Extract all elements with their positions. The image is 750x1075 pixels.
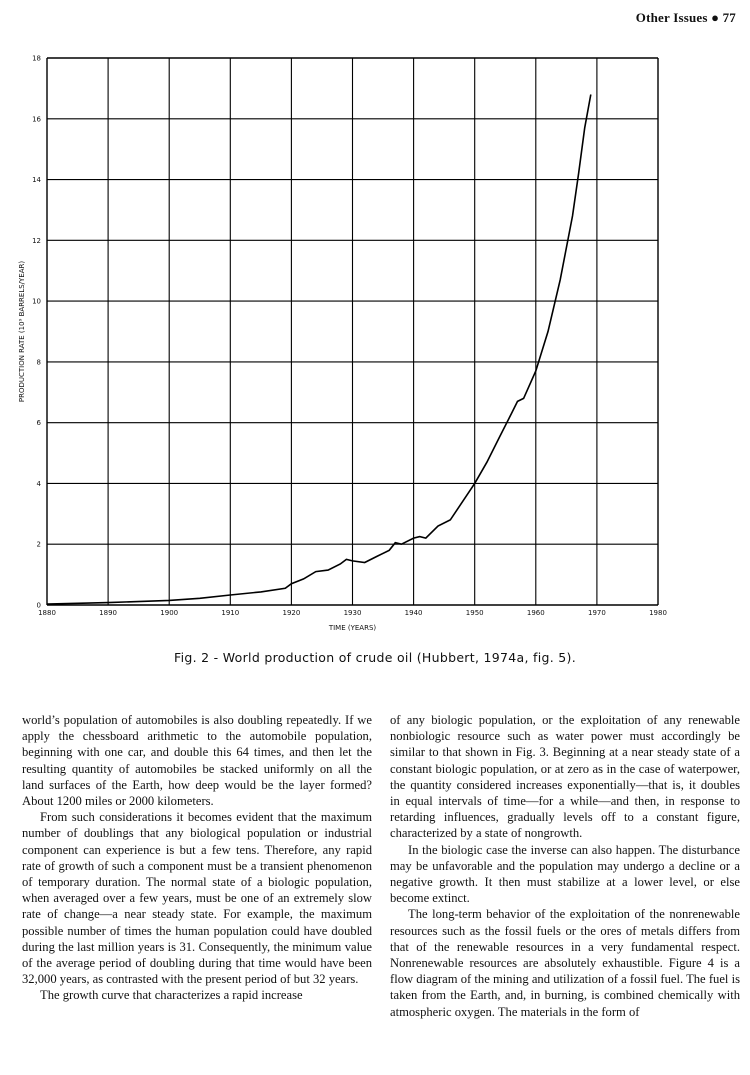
x-tick-label: 1900 xyxy=(160,609,179,617)
paragraph: The growth curve that characterizes a rapid increase xyxy=(40,988,303,1003)
x-tick-label: 1960 xyxy=(526,609,545,617)
chart-tick-labels xyxy=(32,55,667,618)
x-axis-label: TIME (YEARS) xyxy=(328,624,377,632)
y-tick-label: 8 xyxy=(36,358,41,367)
running-head: Other Issues ● 77 xyxy=(635,10,736,25)
x-tick-label: 1910 xyxy=(221,609,240,617)
x-tick-label: 1930 xyxy=(343,609,362,617)
y-tick-label: 0 xyxy=(36,601,41,610)
x-tick-label: 1940 xyxy=(404,609,423,617)
y-tick-label: 6 xyxy=(36,419,41,428)
y-tick-label: 14 xyxy=(32,176,41,185)
y-tick-label: 12 xyxy=(32,236,41,245)
x-tick-label: 1890 xyxy=(99,609,118,617)
right-text-column xyxy=(390,712,740,1020)
chart-grid xyxy=(47,58,658,605)
paragraph: In the biologic case the inverse can also happen. The disturbance may be unfavorable and the population may undergo a decline or a negative growth. It then must stabilize at a lower level, or else become extinct. xyxy=(390,842,740,906)
y-axis-label: PRODUCTION RATE (10⁹ BARRELS/YEAR) xyxy=(18,260,26,403)
x-tick-label: 1950 xyxy=(465,609,484,617)
x-tick-label: 1920 xyxy=(282,609,301,617)
y-tick-label: 4 xyxy=(36,479,41,488)
x-tick-label: 1980 xyxy=(649,609,667,617)
paragraph: of any biologic population, or the exploitation of any renewable nonbiologic resource such as water power must accordingly be similar to that shown in Fig. 3. Beginning at a near steady state of a constant biologic population, or at zero as in the case of waterpower, the quantity considered increases exponentially—that is, it doubles in equal intervals of time—for a while—and then, in response to retarding influences, gradually levels off to a constant figure, characterized by a state of nongrowth. xyxy=(390,713,740,841)
production-series-line xyxy=(47,95,591,605)
y-tick-label: 10 xyxy=(32,297,41,306)
left-text-column xyxy=(22,712,372,1004)
crude-oil-production-chart xyxy=(0,40,750,640)
x-tick-label: 1880 xyxy=(38,609,56,617)
figure-caption: Fig. 2 - World production of crude oil (Hubbert, 1974a, fig. 5). xyxy=(174,650,576,665)
paragraph: From such considerations it becomes evident that the maximum number of doublings that any biological population or industrial component can experience is but a few tens. Therefore, any rapid rate of growth of such a component must be a transient phenomenon of temporary duration. The normal state of a biologic population, when averaged over a few years, must be one of an extremely slow rate of change—a near steady state. For example, the maximum possible number of times the human population could have doubled during the last million years is 31. Consequently, the minimum value of the average period of doubling during that time would have been 32,000 years, as contrasted with the present period of but 32 years. xyxy=(22,810,372,987)
paragraph: The long-term behavior of the exploitation of the nonrenewable resources such as the fossil fuels or the ores of metals differs from that of the renewable resources in a very fundamental respect. Nonrenewable resources are absolutely exhaustible. Figure 4 is a flow diagram of the mining and utilization of a fossil fuel. The fuel is taken from the Earth, and, in burning, is combined chemically with atmospheric oxygen. The materials in the form of xyxy=(390,907,740,1019)
y-tick-label: 18 xyxy=(32,54,41,63)
y-tick-label: 2 xyxy=(36,540,41,549)
y-tick-label: 16 xyxy=(32,115,41,124)
x-tick-label: 1970 xyxy=(587,609,606,617)
paragraph: world’s population of automobiles is also doubling repeatedly. If we apply the chessboard arithmetic to the automobile population, beginning with one car, and double this 64 times, and then let the resulting quantity of automobiles be stacked uniformly on all the land surfaces of the Earth, how deep would be the layer formed? About 1200 miles or 2000 kilometers. xyxy=(22,713,372,809)
